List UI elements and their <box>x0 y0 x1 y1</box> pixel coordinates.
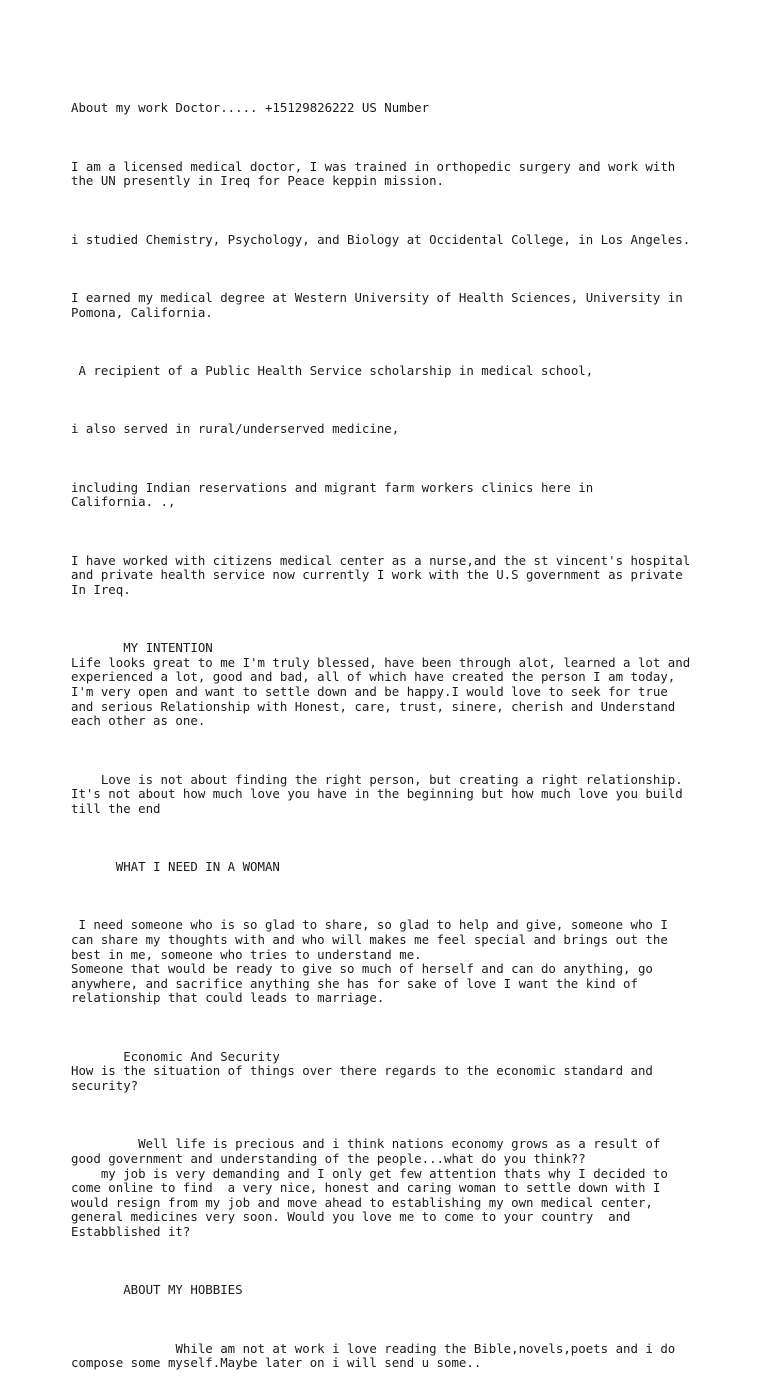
paragraph-hobbies: While am not at work i love reading the Bible,novels,poets and i do compose some myself.Maybe later on i will send u some.. <box>71 1340 676 1371</box>
paragraph-licensed-doctor: I am a licensed medical doctor, I was trained in orthopedic surgery and work with the UN presently in Ireq for Peace keppin mission. <box>71 158 676 189</box>
document-body <box>71 72 751 1400</box>
paragraph-reservations: including Indian reservations and migrant farm workers clinics here in California. ., <box>71 479 594 510</box>
section-heading-what-i-need: WHAT I NEED IN A WOMAN <box>71 859 280 875</box>
paragraph-medical-degree: I earned my medical degree at Western University of Health Sciences, University in Pomona, California. <box>71 289 683 320</box>
paragraph-studies: i studied Chemistry, Psychology, and Biology at Occidental College, in Los Angeles. <box>71 231 691 247</box>
paragraph-what-i-need: I need someone who is so glad to share, so glad to help and give, someone who I can share my thoughts with and who will makes me feel special and brings out the best in me, someone who tries to understand me. Someone that would be ready to give so much of herself and can do anything, go anywhere, and sacrifice anything she has for sake of love I want the kind of relationship that could leads to marriage. <box>71 917 668 1006</box>
section-economic-security: Economic And Security How is the situation of things over there regards to the economic standard and security? <box>71 1048 653 1093</box>
paragraph-love: Love is not about finding the right person, but creating a right relationship. It's not about how much love you have in the beginning but how much love you build till the end <box>71 771 683 816</box>
paragraph-scholarship: A recipient of a Public Health Service scholarship in medical school, <box>71 362 594 378</box>
section-heading-hobbies: ABOUT MY HOBBIES <box>71 1282 243 1298</box>
paragraph-life-precious: Well life is precious and i think nations economy grows as a result of good government and understanding of the people...what do you think?? my job is very demanding and I only get few attention thats why I decided to come online to find a very nice, honest and caring woman to settle down with I would resign from my job and move ahead to establishing my own medical center, general medicines very soon. Would you love me to come to your country and Estabblished it? <box>71 1136 668 1239</box>
work-header-line: About my work Doctor..... +15129826222 US Number <box>71 100 430 116</box>
section-my-intention: MY INTENTION Life looks great to me I'm truly blessed, have been through alot, learned a lot and experienced a lot, good and bad, all of which have created the person I am today, I'm very open and want to settle down and be happy.I would love to seek for true and serious Relationship with Honest, care, trust, sinere, cherish and Understand each other as one. <box>71 640 691 729</box>
paragraph-rural-medicine: i also served in rural/underserved medicine, <box>71 421 400 437</box>
paragraph-work-history: I have worked with citizens medical center as a nurse,and the st vincent's hospital and private health service now currently I work with the U.S government as private In Ireq. <box>71 552 691 597</box>
